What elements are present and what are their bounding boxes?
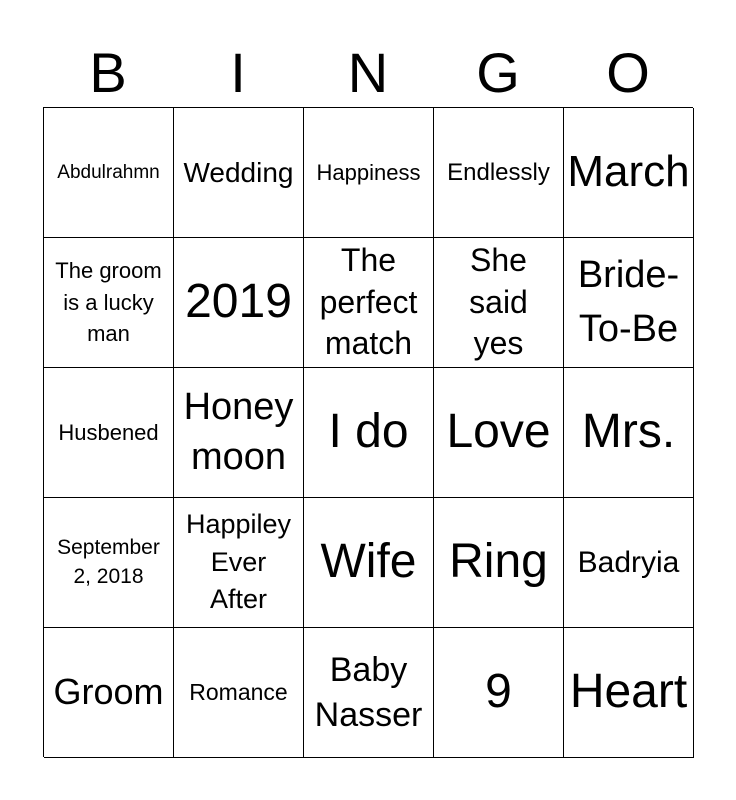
bingo-board xyxy=(43,107,693,757)
cell-text: I do xyxy=(328,405,409,459)
cell-text: Happiness xyxy=(316,159,421,185)
header-letter-g: G xyxy=(476,41,520,104)
cell-text: Honey moon xyxy=(183,386,294,478)
bingo-cell[interactable] xyxy=(44,628,174,758)
header-letter-i: I xyxy=(230,41,246,104)
cell-text: Romance xyxy=(189,678,288,705)
cell-text: Wife xyxy=(320,535,417,589)
cell-text: Baby Nasser xyxy=(314,651,423,734)
bingo-cell[interactable] xyxy=(564,498,694,628)
bingo-cell[interactable] xyxy=(304,628,434,758)
bingo-cell[interactable] xyxy=(564,238,694,368)
bingo-cell[interactable] xyxy=(174,368,304,498)
bingo-cell[interactable] xyxy=(174,628,304,758)
cell-text: 9 xyxy=(485,665,512,719)
bingo-cell[interactable] xyxy=(434,628,564,758)
cell-text: Happiley Ever After xyxy=(185,508,292,615)
cell-text: Abdulrahmn xyxy=(57,162,160,183)
header-letter-o: O xyxy=(606,41,650,104)
bingo-cell[interactable] xyxy=(174,108,304,238)
bingo-cell[interactable] xyxy=(434,368,564,498)
bingo-cell[interactable] xyxy=(304,238,434,368)
bingo-cell[interactable] xyxy=(304,108,434,238)
bingo-cell[interactable] xyxy=(434,498,564,628)
cell-text: Badryia xyxy=(577,546,680,579)
cell-text: Groom xyxy=(53,671,164,713)
cell-text: The perfect match xyxy=(319,242,418,362)
bingo-cell[interactable] xyxy=(564,368,694,498)
cell-text: March xyxy=(567,147,690,197)
bingo-cell[interactable] xyxy=(44,498,174,628)
bingo-cell[interactable] xyxy=(564,628,694,758)
cell-text: Endlessly xyxy=(447,158,550,186)
cell-text: Love xyxy=(446,405,551,459)
bingo-cell[interactable] xyxy=(44,238,174,368)
bingo-cell[interactable] xyxy=(174,498,304,628)
bingo-cell[interactable] xyxy=(434,238,564,368)
bingo-cell[interactable] xyxy=(44,368,174,498)
cell-text: Heart xyxy=(569,665,688,719)
cell-text: She said yes xyxy=(469,242,528,362)
cell-text: Mrs. xyxy=(581,405,676,459)
cell-text: September 2, 2018 xyxy=(57,536,160,588)
cell-text: Husbened xyxy=(58,419,159,445)
cell-text: Wedding xyxy=(183,156,294,188)
cell-text: 2019 xyxy=(185,275,292,329)
header-letter-b: B xyxy=(89,41,127,104)
header-letter-n: N xyxy=(347,41,389,104)
cell-text: Ring xyxy=(449,535,548,589)
bingo-cell[interactable] xyxy=(44,108,174,238)
bingo-cell[interactable] xyxy=(174,238,304,368)
cell-text: Bride-To-Be xyxy=(577,254,680,350)
bingo-header xyxy=(43,40,693,106)
bingo-cell[interactable] xyxy=(304,498,434,628)
cell-text: The groom is a lucky man xyxy=(55,257,162,347)
bingo-cell[interactable] xyxy=(304,368,434,498)
bingo-cell[interactable] xyxy=(564,108,694,238)
bingo-cell[interactable] xyxy=(434,108,564,238)
